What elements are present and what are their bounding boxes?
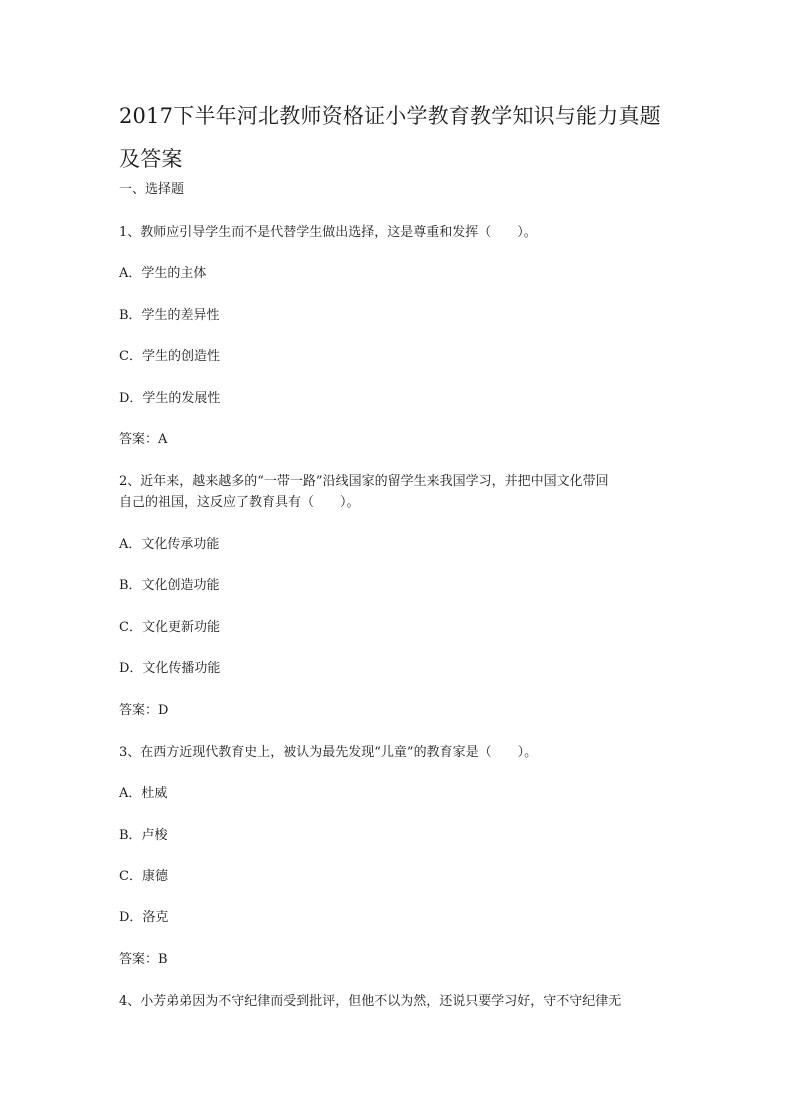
question-3-option-a: A．杜威 [119, 786, 168, 801]
question-4-stem-line-1: 4、小芳弟弟因为不守纪律而受到批评，但他不以为然，还说只要学习好，守不守纪律无 [119, 994, 622, 1009]
question-2-stem-line-1: 2、近年来，越来越多的“一带一路”沿线国家的留学生来我国学习，并把中国文化带回 [119, 474, 609, 489]
question-1-option-a: A．学生的主体 [119, 266, 207, 281]
question-1-option-d: D．学生的发展性 [119, 391, 221, 406]
question-1-option-b: B．学生的差异性 [119, 308, 220, 323]
question-3-option-b: B．卢梭 [119, 828, 168, 843]
question-3-answer: 答案：B [119, 952, 168, 967]
question-2-answer: 答案：D [119, 703, 169, 718]
question-1-option-c: C．学生的创造性 [119, 349, 220, 364]
question-2-option-c: C．文化更新功能 [119, 620, 220, 635]
question-2-option-d: D．文化传播功能 [119, 661, 221, 676]
document-title-line-2: 及答案 [119, 147, 183, 171]
question-2-option-b: B．文化创造功能 [119, 578, 220, 593]
question-1-stem: 1、教师应引导学生而不是代替学生做出选择，这是尊重和发挥（ ）。 [119, 225, 537, 240]
question-2-option-a: A．文化传承功能 [119, 537, 220, 552]
document-title-line-1: 2017下半年河北教师资格证小学教育教学知识与能力真题 [119, 104, 661, 128]
question-3-option-d: D．洛克 [119, 910, 169, 925]
question-1-answer: 答案：A [119, 432, 168, 447]
section-heading: 一、选择题 [119, 182, 185, 197]
question-3-option-c: C．康德 [119, 869, 168, 884]
question-2-stem-line-2: 自己的祖国，这反应了教育具有（ ）。 [119, 495, 360, 510]
question-3-stem: 3、在西方近现代教育史上，被认为最先发现“儿童”的教育家是（ ）。 [119, 745, 538, 760]
